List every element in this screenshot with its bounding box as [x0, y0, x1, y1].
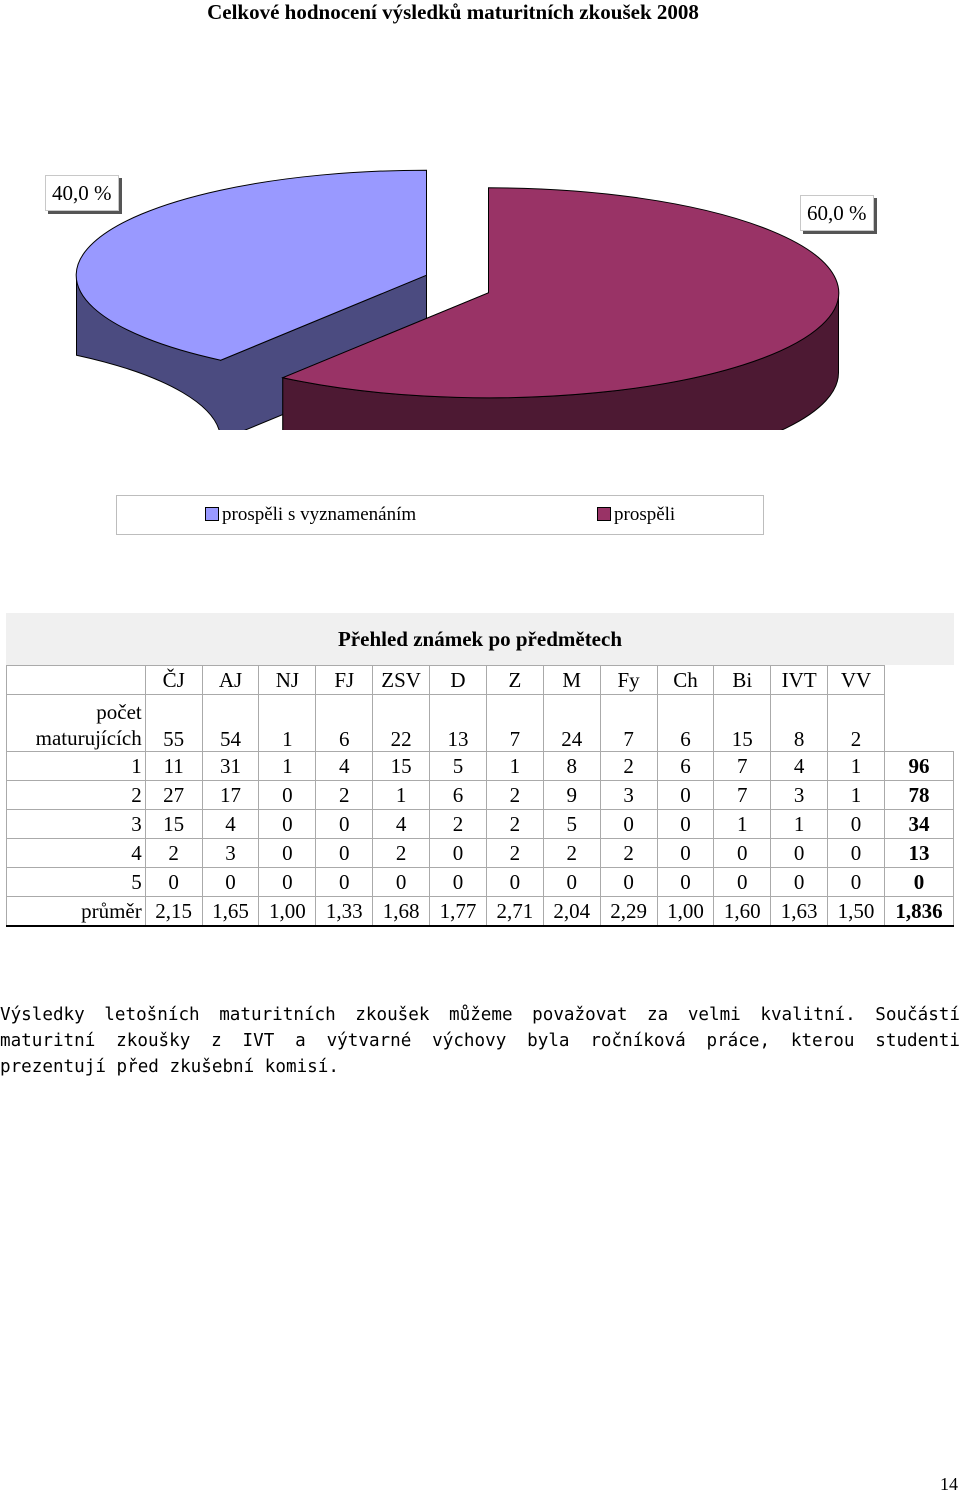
grade-count-cell: 6: [657, 752, 714, 781]
grade-count-cell: 1: [714, 810, 771, 839]
grade-count-cell: 1: [828, 781, 885, 810]
row-label-grade: 4: [7, 839, 146, 868]
row-label-line: počet: [96, 700, 142, 724]
grade-count-cell: 31: [202, 752, 259, 781]
count-cell: 24: [543, 695, 600, 752]
row-label-average: průměr: [7, 897, 146, 927]
grade-count-cell: 0: [657, 781, 714, 810]
grade-count-cell: 4: [316, 752, 373, 781]
grade-count-cell: 0: [259, 868, 316, 897]
subject-header: M: [543, 666, 600, 695]
table-row: [7, 868, 954, 897]
legend-swatch-prospeli: [597, 507, 611, 521]
grades-table-title: Přehled známek po předmětech: [337, 626, 623, 651]
grade-count-cell: 0: [657, 839, 714, 868]
chart-title: Celkové hodnocení výsledků maturitních zkoušek 2008: [207, 0, 699, 24]
grade-count-cell: 0: [430, 839, 487, 868]
grade-count-cell: 4: [771, 752, 828, 781]
corner-cell: [7, 666, 146, 695]
grade-count-cell: 2: [486, 839, 543, 868]
grade-count-cell: 0: [771, 868, 828, 897]
count-cell: 6: [657, 695, 714, 752]
count-cell: 15: [714, 695, 771, 752]
grade-count-cell: 4: [373, 810, 430, 839]
total-cell-empty: [884, 695, 953, 752]
grade-count-cell: 0: [202, 868, 259, 897]
average-cell: 1,60: [714, 897, 771, 927]
legend-item-prospeli: [597, 504, 675, 526]
grade-count-cell: 0: [771, 839, 828, 868]
grade-count-cell: 2: [486, 810, 543, 839]
grade-count-cell: 0: [600, 810, 657, 839]
grade-count-cell: 2: [145, 839, 202, 868]
count-cell: 54: [202, 695, 259, 752]
grade-count-cell: 1: [373, 781, 430, 810]
legend-label: prospěli: [614, 504, 676, 525]
row-label-grade: 1: [7, 752, 146, 781]
grade-total-cell: 0: [884, 868, 953, 897]
table-row-count: [7, 695, 954, 752]
grade-count-cell: 0: [316, 810, 373, 839]
subject-header: FJ: [316, 666, 373, 695]
count-cell: 6: [316, 695, 373, 752]
grades-table-title-band: [6, 613, 954, 665]
grade-count-cell: 2: [543, 839, 600, 868]
grade-count-cell: 0: [657, 868, 714, 897]
grade-count-cell: 0: [373, 868, 430, 897]
body-paragraph: Výsledky letošních maturitních zkoušek můžeme považovat za velmi kvalitní. Součástí maturitní zkoušky z IVT a výtvarné výchovy byla ročníková práce, kterou studenti prezentují před zkušební komisí.: [0, 1005, 960, 1077]
average-cell: 2,71: [486, 897, 543, 927]
grade-count-cell: 0: [259, 810, 316, 839]
grade-count-cell: 0: [828, 868, 885, 897]
table-row-average: [7, 897, 954, 927]
subject-header: NJ: [259, 666, 316, 695]
grade-total-cell: 34: [884, 810, 953, 839]
grade-count-cell: 0: [316, 839, 373, 868]
grade-count-cell: 5: [543, 810, 600, 839]
average-cell: 1,33: [316, 897, 373, 927]
count-cell: 55: [145, 695, 202, 752]
grade-count-cell: 0: [714, 839, 771, 868]
grade-count-cell: 0: [145, 868, 202, 897]
grade-count-cell: 6: [430, 781, 487, 810]
row-label-count: [7, 695, 146, 752]
table-row: [7, 810, 954, 839]
subject-header: ZSV: [373, 666, 430, 695]
grade-count-cell: 4: [202, 810, 259, 839]
average-cell: 2,04: [543, 897, 600, 927]
pie-label-vyznamenani: 40,0 %: [45, 175, 119, 211]
chart-legend: [116, 495, 764, 535]
subject-header: VV: [828, 666, 885, 695]
average-cell: 1,00: [657, 897, 714, 927]
average-total-cell: 1,836: [884, 897, 953, 927]
subject-header: Ch: [657, 666, 714, 695]
subject-header: ČJ: [145, 666, 202, 695]
grades-table-section: [6, 613, 954, 923]
page-number: 14: [940, 1474, 958, 1494]
subject-header: Z: [486, 666, 543, 695]
grade-count-cell: 0: [714, 868, 771, 897]
table-row: [7, 839, 954, 868]
average-cell: 1,77: [430, 897, 487, 927]
grade-count-cell: 0: [316, 868, 373, 897]
grade-count-cell: 9: [543, 781, 600, 810]
legend-item-vyznamenani: [205, 504, 416, 526]
grade-count-cell: 0: [486, 868, 543, 897]
subject-header: Bi: [714, 666, 771, 695]
grade-count-cell: 27: [145, 781, 202, 810]
average-cell: 1,68: [373, 897, 430, 927]
grade-count-cell: 2: [430, 810, 487, 839]
grade-count-cell: 8: [543, 752, 600, 781]
grade-count-cell: 7: [714, 752, 771, 781]
legend-label: prospěli s vyznamenáním: [222, 504, 417, 525]
grade-count-cell: 17: [202, 781, 259, 810]
grade-count-cell: 2: [600, 752, 657, 781]
row-label-grade: 5: [7, 868, 146, 897]
count-cell: 22: [373, 695, 430, 752]
grade-count-cell: 15: [145, 810, 202, 839]
grade-count-cell: 0: [259, 781, 316, 810]
table-row: [7, 752, 954, 781]
count-cell: 13: [430, 695, 487, 752]
total-header-cell: [884, 666, 953, 695]
grade-count-cell: 0: [657, 810, 714, 839]
average-cell: 2,15: [145, 897, 202, 927]
average-cell: 2,29: [600, 897, 657, 927]
grade-count-cell: 2: [316, 781, 373, 810]
grade-count-cell: 1: [771, 810, 828, 839]
count-cell: 7: [600, 695, 657, 752]
grade-count-cell: 0: [828, 839, 885, 868]
count-cell: 1: [259, 695, 316, 752]
subject-header: Fy: [600, 666, 657, 695]
grade-count-cell: 15: [373, 752, 430, 781]
grade-count-cell: 2: [373, 839, 430, 868]
grade-count-cell: 11: [145, 752, 202, 781]
grade-count-cell: 1: [828, 752, 885, 781]
pie-label-prospeli: 60,0 %: [800, 195, 874, 231]
grade-total-cell: 78: [884, 781, 953, 810]
grade-count-cell: 7: [714, 781, 771, 810]
table-header-row: [7, 666, 954, 695]
grade-count-cell: 1: [259, 752, 316, 781]
grade-count-cell: 0: [600, 868, 657, 897]
grade-count-cell: 0: [430, 868, 487, 897]
legend-swatch-vyznamenani: [205, 507, 219, 521]
subject-header: AJ: [202, 666, 259, 695]
count-cell: 7: [486, 695, 543, 752]
average-cell: 1,50: [828, 897, 885, 927]
grade-count-cell: 2: [600, 839, 657, 868]
grade-count-cell: 0: [828, 810, 885, 839]
table-row: [7, 781, 954, 810]
grade-count-cell: 3: [600, 781, 657, 810]
count-cell: 2: [828, 695, 885, 752]
row-label-line: maturujících: [35, 726, 142, 750]
row-label-grade: 3: [7, 810, 146, 839]
subject-header: IVT: [771, 666, 828, 695]
average-cell: 1,00: [259, 897, 316, 927]
row-label-grade: 2: [7, 781, 146, 810]
count-cell: 8: [771, 695, 828, 752]
grade-count-cell: 5: [430, 752, 487, 781]
grades-table: [6, 665, 954, 927]
grade-count-cell: 0: [259, 839, 316, 868]
grade-count-cell: 0: [543, 868, 600, 897]
grade-count-cell: 3: [202, 839, 259, 868]
subject-header: D: [430, 666, 487, 695]
grade-count-cell: 2: [486, 781, 543, 810]
average-cell: 1,63: [771, 897, 828, 927]
grade-total-cell: 96: [884, 752, 953, 781]
grade-total-cell: 13: [884, 839, 953, 868]
grade-count-cell: 1: [486, 752, 543, 781]
grade-count-cell: 3: [771, 781, 828, 810]
average-cell: 1,65: [202, 897, 259, 927]
